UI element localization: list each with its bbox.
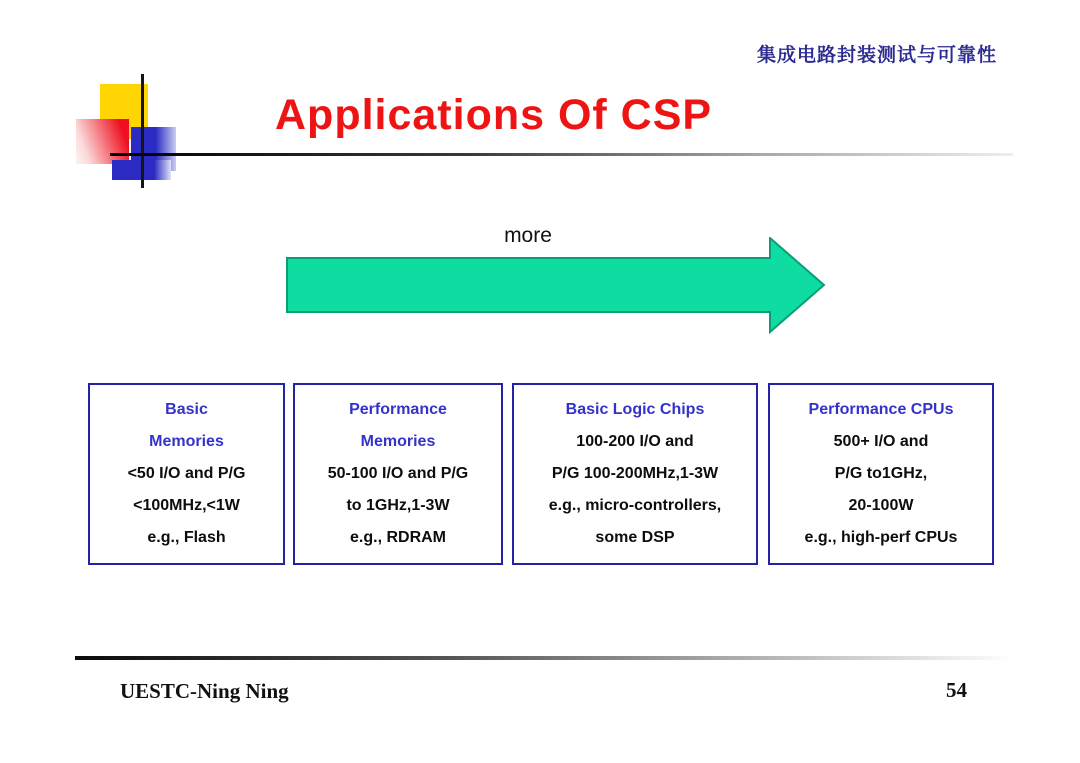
logo-vertical-line <box>141 74 144 188</box>
right-arrow-icon <box>286 237 826 334</box>
box-body-line: P/G to1GHz, <box>834 465 928 482</box>
box-body-line: 100-200 I/O and <box>576 433 694 450</box>
box-body-line: e.g., micro-controllers, <box>548 497 722 514</box>
box-body-line: some DSP <box>595 529 675 546</box>
logo-red-square <box>76 119 129 164</box>
footer-divider-line <box>75 656 1011 660</box>
box-body-line: 50-100 I/O and P/G <box>327 465 469 482</box>
box-heading-line: Basic Logic Chips <box>565 401 705 418</box>
logo-blue-square-lower-right <box>143 160 171 180</box>
box-heading-line: Performance CPUs <box>808 401 954 418</box>
box-body-line: P/G 100-200MHz,1-3W <box>551 465 719 482</box>
category-box-performance-memories <box>293 383 503 565</box>
box-heading-line: Memories <box>360 433 436 450</box>
category-box-basic-memories <box>88 383 285 565</box>
page-number: 54 <box>946 678 967 702</box>
box-body-line: e.g., RDRAM <box>350 529 446 546</box>
arrow-label: more <box>504 224 552 247</box>
box-body-line: 500+ I/O and <box>833 433 929 450</box>
box-body-line: e.g., high-perf CPUs <box>804 529 958 546</box>
box-heading-line: Performance <box>349 401 447 418</box>
category-box-performance-cpus <box>768 383 994 565</box>
box-body-line: 20-100W <box>848 497 914 514</box>
box-body-line: <100MHz,<1W <box>133 497 240 514</box>
logo-blue-square-lower-left <box>112 160 143 180</box>
footer-author: UESTC-Ning Ning <box>120 679 289 703</box>
course-title: 集成电路封装测试与可靠性 <box>756 45 997 66</box>
category-box-basic-logic-chips <box>512 383 758 565</box>
slide-title: Applications Of CSP <box>275 91 713 139</box>
box-heading-line: Basic <box>165 401 208 418</box>
box-body-line: e.g., Flash <box>147 529 226 546</box>
title-underline <box>110 153 1013 156</box>
box-body-line: to 1GHz,1-3W <box>346 497 450 514</box>
box-heading-line: Memories <box>149 433 224 450</box>
box-body-line: <50 I/O and P/G <box>127 465 246 482</box>
